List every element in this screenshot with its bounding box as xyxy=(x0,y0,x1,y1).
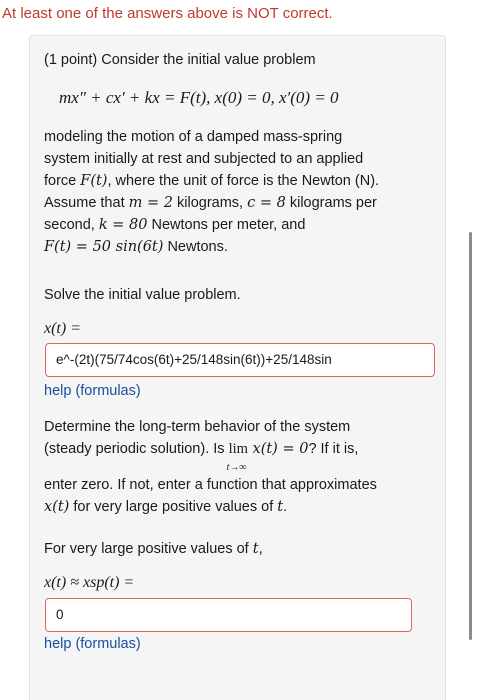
x-of-t-label: x(t) = xyxy=(44,320,81,337)
desc-line: modeling the motion of a damped mass-spring xyxy=(44,129,343,145)
desc-line: F(t) = 50 sin(6t) Newtons. xyxy=(44,239,228,255)
answer-input-solution[interactable]: e^-(2t)(75/74cos(6t)+25/148sin(6t))+25/148sin xyxy=(45,343,435,377)
long-line: x(t) for very large positive values of t. xyxy=(44,499,288,515)
help-formulas-link[interactable]: help (formulas) xyxy=(44,636,141,652)
desc-line: second, k = 80 Newtons per meter, and xyxy=(44,217,306,233)
large-t-prompt: For very large positive values of t, xyxy=(44,541,263,557)
solve-instruction: Solve the initial value problem. xyxy=(44,287,241,303)
long-term-question xyxy=(44,416,439,518)
long-line: (steady periodic solution). Is lim t→∞ x(t) = 0? If it is, xyxy=(44,438,439,474)
desc-line: Assume that m = 2 kilograms, c = 8 kilograms per xyxy=(44,195,377,211)
desc-line: system initially at rest and subjected to an applied xyxy=(44,151,364,167)
warning-message: At least one of the answers above is NOT correct. xyxy=(2,5,333,22)
ivp-equation: mx″ + cx′ + kx = F(t), x(0) = 0, x′(0) = 0 xyxy=(59,88,339,107)
long-line: enter zero. If not, enter a function that approximates xyxy=(44,477,377,493)
problem-card xyxy=(29,35,446,700)
problem-intro: (1 point) Consider the initial value problem xyxy=(44,52,316,68)
limit-expression: lim t→∞ xyxy=(226,441,248,473)
xsp-label: x(t) ≈ xsp(t) = xyxy=(44,574,135,591)
desc-line: force F(t), where the unit of force is the Newton (N). xyxy=(44,173,380,189)
help-formulas-link[interactable]: help (formulas) xyxy=(44,383,141,399)
long-line: Determine the long-term behavior of the system xyxy=(44,419,351,435)
problem-description xyxy=(44,126,439,258)
scrollbar[interactable] xyxy=(469,232,472,640)
answer-input-steady-state[interactable]: 0 xyxy=(45,598,412,632)
